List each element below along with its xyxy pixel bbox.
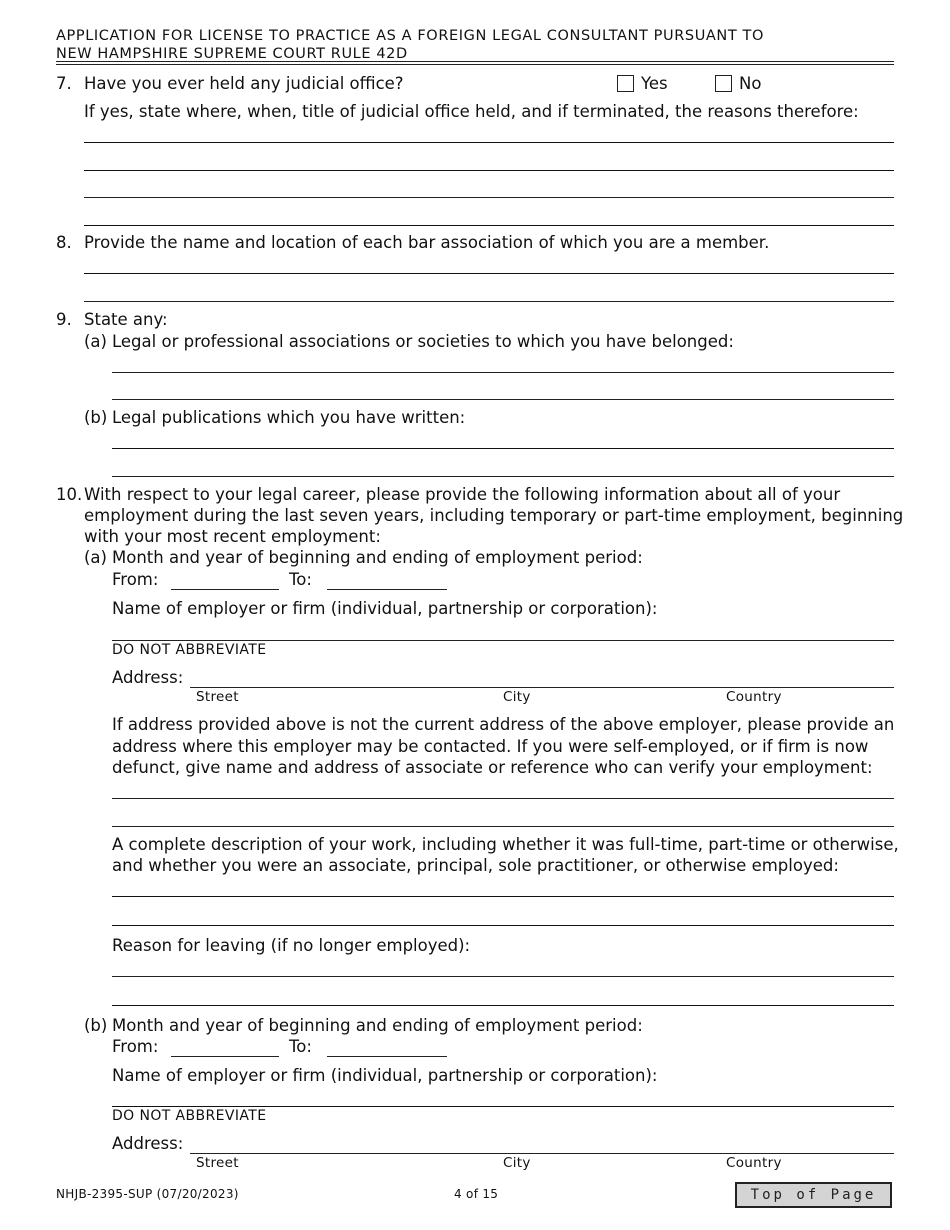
- q8-answer-line-2: [84, 301, 894, 302]
- q7-no-label: No: [739, 74, 762, 93]
- q9a-answer-field-1[interactable]: [112, 350, 894, 372]
- q10a-reason-field-1[interactable]: [112, 954, 894, 976]
- q10-intro-line3: with your most recent employment:: [84, 527, 381, 546]
- q8-answer-field-2[interactable]: [84, 279, 894, 301]
- q10-intro-line2: employment during the last seven years, including temporary or part-time employment, beginning: [84, 506, 904, 525]
- page-number: 4 of 15: [454, 1187, 499, 1201]
- q10a-reason-line-2: [112, 1005, 894, 1006]
- q10a-description-line-1: [112, 896, 894, 897]
- q10a-to-label: To:: [289, 570, 312, 589]
- q7-answer-field-2[interactable]: [84, 148, 894, 170]
- q10a-country-caption: Country: [726, 689, 782, 705]
- q10a-employer-line: [112, 640, 894, 641]
- q10b-to-line: [327, 1056, 447, 1057]
- q10a-alt-address-line1: If address provided above is not the current address of the above employer, please provide an: [112, 715, 895, 734]
- q10a-employer-field[interactable]: [112, 618, 894, 640]
- q7-answer-line-3: [84, 197, 894, 198]
- form-title-line1: APPLICATION FOR LICENSE TO PRACTICE AS A FOREIGN LEGAL CONSULTANT PURSUANT TO: [56, 28, 765, 44]
- q10b-employer-line: [112, 1106, 894, 1107]
- q10a-to-line: [327, 589, 447, 590]
- header-rule-top: [56, 61, 894, 62]
- q10b-to-label: To:: [289, 1037, 312, 1056]
- q9b-answer-line-1: [112, 448, 894, 449]
- q10a-alt-address-line-1: [112, 798, 894, 799]
- top-of-page-button[interactable]: Top of Page: [735, 1182, 892, 1208]
- q10b-country-caption: Country: [726, 1155, 782, 1171]
- q10b-address-line: [190, 1153, 894, 1154]
- q10-number: 10.: [56, 485, 83, 504]
- q10b-from-field[interactable]: [171, 1035, 279, 1057]
- q10a-description-field-1[interactable]: [112, 875, 894, 897]
- q10a-reason-field-2[interactable]: [112, 983, 894, 1005]
- q9a-answer-field-2[interactable]: [112, 377, 894, 399]
- q9-number: 9.: [56, 310, 72, 329]
- q10a-reason-text: Reason for leaving (if no longer employed):: [112, 936, 471, 955]
- q7-number: 7.: [56, 74, 72, 93]
- form-id: NHJB-2395-SUP (07/20/2023): [56, 1187, 239, 1201]
- q10b-employer-text: Name of employer or firm (individual, partnership or corporation):: [112, 1066, 658, 1085]
- q10b-city-caption: City: [503, 1155, 531, 1171]
- q7-answer-field-3[interactable]: [84, 176, 894, 198]
- q7-no-checkbox[interactable]: [715, 75, 732, 92]
- q10a-city-caption: City: [503, 689, 531, 705]
- q8-number: 8.: [56, 233, 72, 252]
- q10a-description-field-2[interactable]: [112, 903, 894, 925]
- q7-question: Have you ever held any judicial office?: [84, 74, 404, 93]
- q10-intro-line1: With respect to your legal career, please provide the following information about all of your: [84, 485, 841, 504]
- q10a-alt-address-line2: address where this employer may be contacted. If you were self-employed, or if firm is now: [112, 737, 869, 756]
- q7-yes-label: Yes: [641, 74, 668, 93]
- q10b-label: (b): [84, 1016, 108, 1035]
- q9-question: State any:: [84, 310, 168, 329]
- q10b-employer-field[interactable]: [112, 1085, 894, 1107]
- q9a-label: (a): [84, 332, 107, 351]
- q8-answer-line-1: [84, 273, 894, 274]
- q10a-description-line2: and whether you were an associate, principal, sole practitioner, or otherwise employed:: [112, 856, 839, 875]
- q10a-alt-address-line3: defunct, give name and address of associate or reference who can verify your employment:: [112, 758, 873, 777]
- q10a-description-line-2: [112, 925, 894, 926]
- q9b-question: Legal publications which you have written:: [112, 408, 466, 427]
- q10b-period-text: Month and year of beginning and ending of employment period:: [112, 1016, 643, 1035]
- q10a-address-label: Address:: [112, 668, 184, 687]
- q10a-period-text: Month and year of beginning and ending of employment period:: [112, 548, 643, 567]
- q10a-address-line: [190, 687, 894, 688]
- form-title-line2: NEW HAMPSHIRE SUPREME COURT RULE 42D: [56, 46, 408, 62]
- q9a-answer-line-2: [112, 399, 894, 400]
- q7-followup: If yes, state where, when, title of judicial office held, and if terminated, the reasons therefore:: [84, 102, 859, 121]
- q7-answer-field-4[interactable]: [84, 203, 894, 225]
- q10a-alt-address-field-1[interactable]: [112, 776, 894, 798]
- q10a-reason-line-1: [112, 976, 894, 977]
- q10b-street-caption: Street: [196, 1155, 239, 1171]
- q7-answer-field-1[interactable]: [84, 120, 894, 142]
- q10b-address-label: Address:: [112, 1134, 184, 1153]
- q10b-abbrev-note: DO NOT ABBREVIATE: [112, 1108, 267, 1124]
- q10a-employer-text: Name of employer or firm (individual, partnership or corporation):: [112, 599, 658, 618]
- q10a-description-line1: A complete description of your work, including whether it was full-time, part-time or otherwise,: [112, 835, 899, 854]
- q10b-from-label: From:: [112, 1037, 159, 1056]
- q8-answer-field-1[interactable]: [84, 252, 894, 274]
- q7-yes-checkbox[interactable]: [617, 75, 634, 92]
- q10a-alt-address-line-2: [112, 826, 894, 827]
- header-rule-bottom: [56, 64, 894, 65]
- q9a-question: Legal or professional associations or societies to which you have belonged:: [112, 332, 734, 351]
- q7-answer-line-1: [84, 142, 894, 143]
- q10b-to-field[interactable]: [327, 1035, 447, 1057]
- q10a-label: (a): [84, 548, 107, 567]
- q10a-from-label: From:: [112, 570, 159, 589]
- q7-answer-line-4: [84, 225, 894, 226]
- q9b-answer-field-1[interactable]: [112, 427, 894, 449]
- q10b-from-line: [171, 1056, 279, 1057]
- q10b-address-field[interactable]: [190, 1131, 894, 1153]
- q10a-to-field[interactable]: [327, 568, 447, 590]
- q9b-label: (b): [84, 408, 108, 427]
- q9b-answer-field-2[interactable]: [112, 454, 894, 476]
- q10a-address-field[interactable]: [190, 665, 894, 687]
- q10a-from-field[interactable]: [171, 568, 279, 590]
- q7-answer-line-2: [84, 170, 894, 171]
- q10a-alt-address-field-2[interactable]: [112, 804, 894, 826]
- q8-question: Provide the name and location of each bar association of which you are a member.: [84, 233, 770, 252]
- q9a-answer-line-1: [112, 372, 894, 373]
- q10a-from-line: [171, 589, 279, 590]
- q9b-answer-line-2: [112, 476, 894, 477]
- q10a-street-caption: Street: [196, 689, 239, 705]
- q10a-abbrev-note: DO NOT ABBREVIATE: [112, 642, 267, 658]
